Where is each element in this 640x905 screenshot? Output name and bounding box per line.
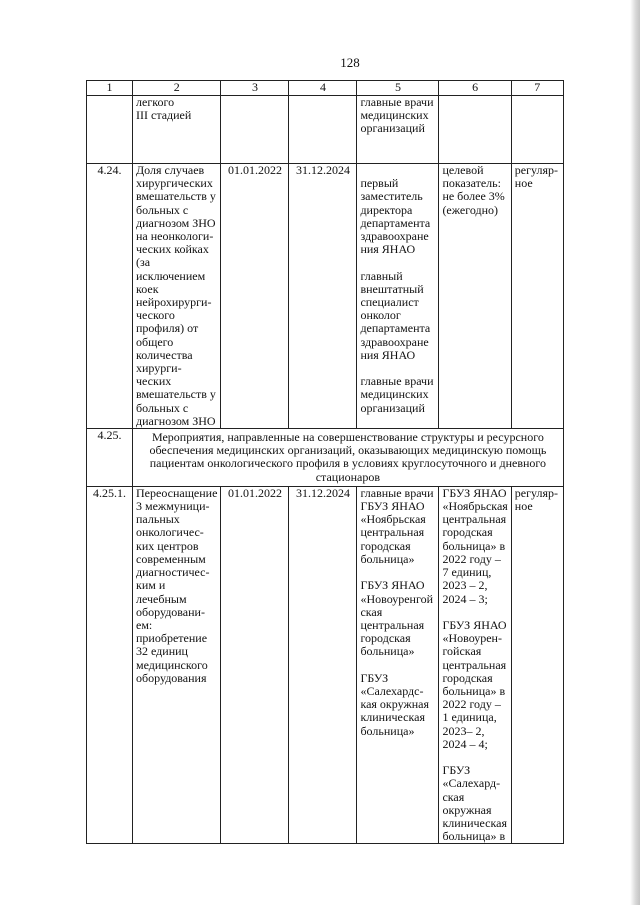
frequency-cell: регуляр- ное bbox=[511, 486, 563, 843]
measures-table bbox=[86, 80, 564, 844]
start-date-cell: 01.01.2022 bbox=[221, 486, 289, 843]
frequency-cell bbox=[511, 96, 563, 164]
end-date-cell: 31.12.2024 bbox=[289, 486, 357, 843]
header-cell: 6 bbox=[439, 81, 511, 96]
header-cell: 7 bbox=[511, 81, 563, 96]
start-date-cell: 01.01.2022 bbox=[221, 164, 289, 429]
indicator-cell: легкого III стадией bbox=[133, 96, 221, 164]
header-cell: 5 bbox=[357, 81, 439, 96]
section-row bbox=[87, 429, 564, 487]
row-number: 4.24. bbox=[87, 164, 133, 429]
section-heading: Мероприятия, направленные на совершенствование структуры и ресурсного обеспечения медицинских организаций, оказывающих медицинскую помощь пациентам онкологического профиля в условиях круглосуточного и дневного стационаров bbox=[133, 429, 564, 487]
header-cell: 3 bbox=[221, 81, 289, 96]
frequency-cell: регуляр- ное bbox=[511, 164, 563, 429]
header-cell: 2 bbox=[133, 81, 221, 96]
table-row bbox=[87, 164, 564, 429]
responsible-cell: первый заместитель директора департамента здравоохране ния ЯНАО главный внештатный специалист онколог департамента здравоохране ния ЯНАО главные врачи медицинских организаций bbox=[357, 164, 439, 429]
row-number: 4.25. bbox=[87, 429, 133, 487]
result-cell: целевой показатель: не более 3% (ежегодно) bbox=[439, 164, 511, 429]
responsible-cell: главные врачи ГБУЗ ЯНАО «Ноябрьская центральная городская больница» ГБУЗ ЯНАО «Новоуренгой ская центральная городская больница» ГБУЗ «Салехардс- кая окружная клиническая больница» bbox=[357, 486, 439, 843]
indicator-cell: Доля случаев хирургических вмешательств у больных с диагнозом ЗНО на неонкологи- ческих койках (за исключением коек нейрохирурги- ческого профиля) от общего количества хирурги- ческих вмешательств у больных с диагнозом ЗНО bbox=[133, 164, 221, 429]
start-date-cell bbox=[221, 96, 289, 164]
header-cell: 4 bbox=[289, 81, 357, 96]
responsible-cell: главные врачи медицинских организаций bbox=[357, 96, 439, 164]
header-row bbox=[87, 81, 564, 96]
page-edge-shadow bbox=[630, 0, 640, 905]
result-cell bbox=[439, 96, 511, 164]
page-number: 128 bbox=[340, 55, 360, 70]
indicator-cell: Переоснащение 3 межмуници- пальных онкологичес- ких центров современным диагностичес- ким и лечебным оборудовани- ем: приобретение 32 единиц медицинского оборудования bbox=[133, 486, 221, 843]
row-number: 4.25.1. bbox=[87, 486, 133, 843]
end-date-cell: 31.12.2024 bbox=[289, 164, 357, 429]
row-number bbox=[87, 96, 133, 164]
result-cell: ГБУЗ ЯНАО «Ноябрьская центральная городская больница» в 2022 году – 7 единиц, 2023 – 2, 2024 – 3; ГБУЗ ЯНАО «Новоурен- гойская центральная городская больница» в 2022 году – 1 единица, 2023– 2, 2024 – 4; ГБУЗ «Салехард- ская окружная клиническая больница» в bbox=[439, 486, 511, 843]
table-row bbox=[87, 96, 564, 164]
header-cell: 1 bbox=[87, 81, 133, 96]
table-row bbox=[87, 486, 564, 843]
end-date-cell bbox=[289, 96, 357, 164]
